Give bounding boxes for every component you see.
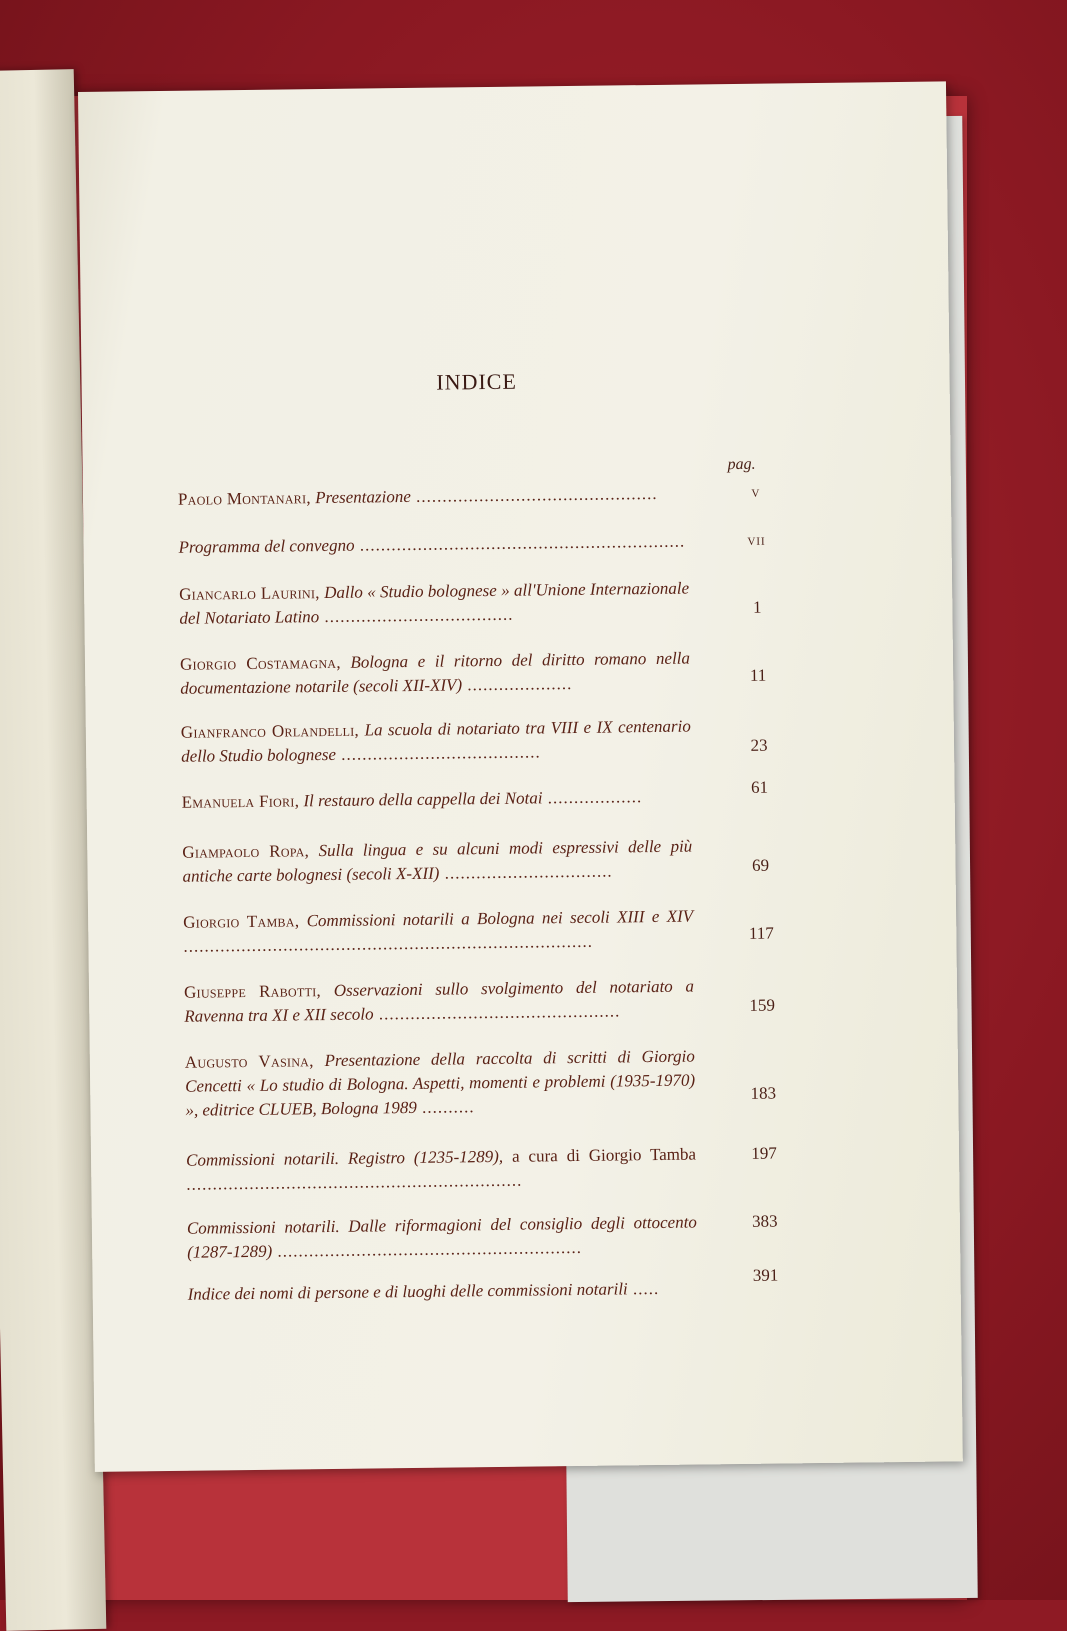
- entry-page: vii: [747, 532, 766, 549]
- leader-dots: ......................................: [335, 742, 541, 764]
- entry-title: Presentazione: [310, 486, 411, 508]
- entry-author: Giorgio Tamba,: [183, 911, 300, 932]
- leader-dots: ..........: [416, 1097, 475, 1117]
- leader-dots: ..........................................................: [272, 1237, 583, 1261]
- index-page: [78, 81, 963, 1472]
- entry-author: Gianfranco Orlandelli,: [180, 720, 360, 742]
- leader-dots: ................................: [439, 861, 613, 883]
- entry-author: Augusto Vasina,: [184, 1051, 314, 1072]
- entry-page: 159: [749, 995, 776, 1015]
- toc-entry: [181, 713, 782, 768]
- entry-title: Commissioni notarili. Dalle riformagioni del consiglio degli ottocento (1287-1289): [186, 1212, 697, 1262]
- entry-page: 61: [750, 777, 769, 797]
- toc-entry: [179, 575, 780, 630]
- leader-dots: ..............................................: [410, 483, 658, 506]
- toc-entry: [187, 1265, 788, 1306]
- page-title: INDICE: [436, 368, 517, 395]
- entry-page: 1: [752, 597, 762, 617]
- entry-author: Paolo Montanari,: [177, 488, 311, 509]
- entry-title: Osservazioni sullo svolgimento del notariato a Ravenna tra XI e XII secolo: [184, 976, 695, 1026]
- entry-title: Commissioni notarili a Bologna nei secoli XIII e XIV: [299, 906, 694, 931]
- entry-title: Presentazione della raccolta di scritti di Giorgio Cencetti « Lo studio di Bologna. Aspetti, momenti e problemi (1935-1970) », editrice CLUEB, Bologna 1989: [185, 1046, 696, 1120]
- entry-title: Il restauro della cappella dei Notai: [299, 788, 543, 811]
- entry-author: Giorgio Costamagna,: [179, 652, 341, 674]
- leader-dots: ..............................................................................: [183, 931, 594, 956]
- entry-title: Dallo « Studio bolognese » all'Unione Internazionale del Notariato Latino: [179, 578, 690, 628]
- entry-title: La scuola di notariato tra VIII e IX centenario dello Studio bolognese: [181, 716, 691, 766]
- entry-page: 23: [750, 735, 768, 755]
- entry-title: Programma del convegno: [178, 535, 355, 557]
- entry-page: 69: [751, 855, 770, 875]
- entry-page: 383: [751, 1211, 778, 1231]
- entry-author: Giampaolo Ropa,: [182, 841, 310, 862]
- entry-page: v: [751, 484, 761, 501]
- toc-entry: [187, 1209, 788, 1264]
- toc-entry: [181, 777, 782, 814]
- leader-dots: ....................: [461, 674, 573, 695]
- leader-dots: ................................................................: [186, 1170, 523, 1194]
- entry-author: Giancarlo Laurini,: [179, 583, 320, 604]
- leader-dots: ....................................: [319, 604, 514, 627]
- entry-title: Sulla lingua e su alcuni modi espressivi delle più antiche carte bolognesi (secoli X-XII): [182, 836, 693, 886]
- toc-entry: [178, 480, 778, 511]
- toc-entry: [178, 528, 778, 559]
- entry-title: Indice dei nomi di persone e di luoghi delle commissioni notarili: [187, 1279, 628, 1304]
- entry-page: 117: [748, 923, 774, 943]
- toc-entry: [183, 903, 784, 958]
- page-column-label: pag.: [727, 455, 756, 474]
- entry-author: Emanuela Fiori,: [181, 791, 300, 812]
- entry-page: 391: [752, 1265, 779, 1285]
- entry-editor: a cura di Giorgio Tamba: [502, 1144, 697, 1166]
- entry-page: 11: [749, 665, 767, 685]
- toc-entry: [185, 1043, 786, 1122]
- leader-dots: ..............................................: [373, 1001, 621, 1024]
- entry-title: Commissioni notarili. Registro (1235-1289),: [185, 1146, 504, 1170]
- entry-author: Giuseppe Rabotti,: [183, 981, 322, 1002]
- entry-page: 183: [750, 1083, 777, 1103]
- leader-dots: .....: [627, 1278, 660, 1299]
- entry-page: 197: [751, 1143, 777, 1163]
- toc-entry: [184, 973, 785, 1028]
- leader-dots: ..................: [542, 787, 643, 808]
- toc-entry: [186, 1141, 787, 1196]
- entry-title: Bologna e il ritorno del diritto romano nella documentazione notarile (secoli XII-XIV): [180, 648, 691, 698]
- leader-dots: ..............................................................: [354, 531, 686, 555]
- toc-entry: [182, 833, 783, 888]
- toc-entry: [180, 645, 781, 700]
